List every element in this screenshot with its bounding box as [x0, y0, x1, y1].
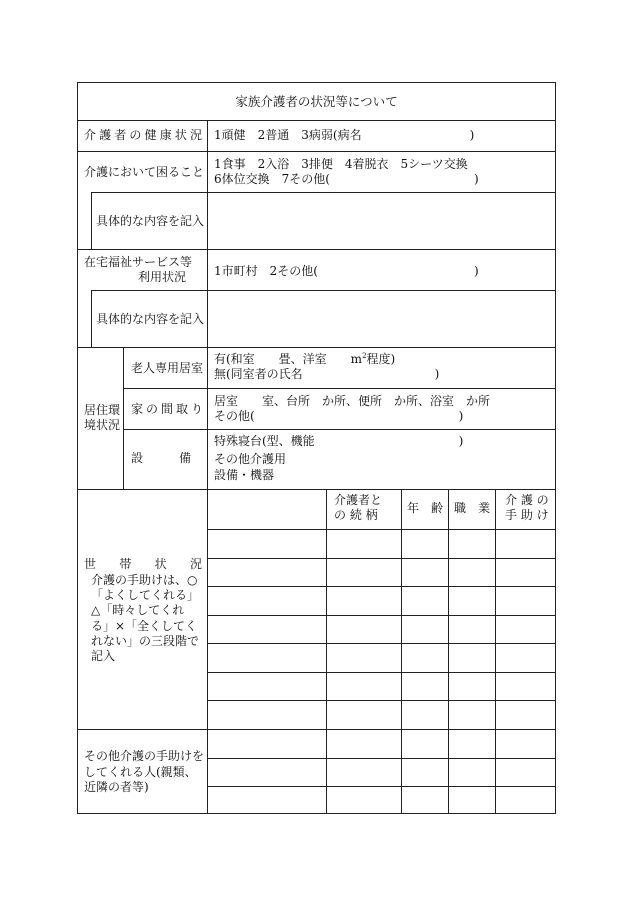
welfare-options[interactable]: 1市町村 2その他( ) [214, 264, 479, 278]
health-options[interactable]: 1頑健 2普通 3病弱(病名 ) [214, 128, 475, 142]
trouble-detail-field[interactable] [208, 193, 555, 249]
welfare-label-line1: 在宅福祉サービス等 [84, 255, 193, 269]
grid-column-divider [326, 489, 327, 813]
indent-divider [91, 290, 92, 347]
others-label-line: 近隣の者等) [84, 780, 149, 794]
grid-row-divider [207, 615, 555, 616]
trouble-label: 介護において困ること [84, 165, 205, 179]
row-divider [123, 388, 555, 389]
layout-line1[interactable]: 居室 室、台所 か所、便所 か所、浴室 か所 [214, 394, 491, 408]
welfare-detail-label: 具体的な内容を記入 [96, 312, 205, 326]
trouble-options-line2[interactable]: 6体位交換 7その他( ) [214, 172, 479, 186]
care-form-table [77, 82, 556, 814]
housing-group-label-line1: 居住環 [84, 403, 121, 417]
grid-row-divider [207, 672, 555, 673]
header-relation-line1: 介護者と [334, 493, 383, 507]
household-label-line: △「時々してくれ [91, 603, 185, 617]
household-label-line: れない」の三段階で [91, 634, 200, 648]
grid-row-divider [207, 700, 555, 701]
grid-column-divider [495, 489, 496, 813]
header-relation-line2: の 続 柄 [334, 508, 378, 522]
equipment-label: 設 備 [131, 451, 192, 465]
grid-row-divider [207, 643, 555, 644]
household-label-line: 介護の手助けは、○ [91, 573, 198, 587]
row-divider [78, 729, 555, 730]
room-line2[interactable]: 無(同室者の氏名 ) [214, 367, 440, 381]
indent-divider [91, 192, 92, 249]
grid-row-divider [207, 758, 555, 759]
others-label-line: してくれる人(親類、 [84, 765, 197, 779]
household-label-line: 「よくしてくれる」 [91, 588, 200, 602]
grid-column-divider [401, 489, 402, 813]
row-divider [78, 120, 555, 121]
trouble-detail-label: 具体的な内容を記入 [96, 214, 205, 228]
others-label-line: その他介護の手助けを [84, 749, 205, 763]
welfare-label-line2: 利用状況 [138, 270, 187, 284]
room-line1[interactable]: 有(和室 畳、洋室 $m^2$程度) [214, 352, 396, 366]
health-label: 介護者の健康状況 [84, 128, 202, 142]
row-divider [78, 151, 555, 152]
household-label-title: 世 帯 状 況 [84, 557, 202, 571]
welfare-detail-field[interactable] [208, 291, 555, 347]
grid-row-divider [207, 558, 555, 559]
row-divider [78, 249, 555, 250]
square-meter-superscript: 2 [362, 352, 367, 360]
grid-row-divider [207, 586, 555, 587]
row-divider [78, 489, 555, 490]
layout-label: 家の間取り [131, 402, 203, 416]
housing-sub-divider [123, 347, 124, 489]
grid-column-divider [448, 489, 449, 813]
form-title: 家族介護者の状況等について [235, 94, 398, 109]
housing-group-label-line2: 境状況 [84, 418, 121, 432]
equipment-line1[interactable]: 特殊寝台(型、機能 ) [214, 434, 464, 448]
equipment-line3[interactable]: 設備・機器 [214, 468, 275, 482]
household-label-line: 記入 [91, 649, 116, 663]
grid-row-divider [207, 786, 555, 787]
room-label: 老人専用居室 [131, 361, 204, 375]
layout-line2[interactable]: その他( ) [214, 409, 464, 423]
header-help-line1: 介 護 の [505, 493, 549, 507]
header-help-line2: 手 助 け [505, 508, 549, 522]
row-divider [123, 429, 555, 430]
equipment-line2[interactable]: その他介護用 [214, 452, 287, 466]
header-job: 職 業 [453, 501, 490, 515]
header-age: 年 齢 [406, 501, 443, 515]
trouble-options-line1[interactable]: 1食事 2入浴 3排便 4着脱衣 5シーツ交換 [214, 157, 468, 171]
household-label-line: る」×「全くしてく [91, 619, 198, 633]
grid-row-divider [207, 529, 555, 530]
row-divider [78, 347, 555, 348]
